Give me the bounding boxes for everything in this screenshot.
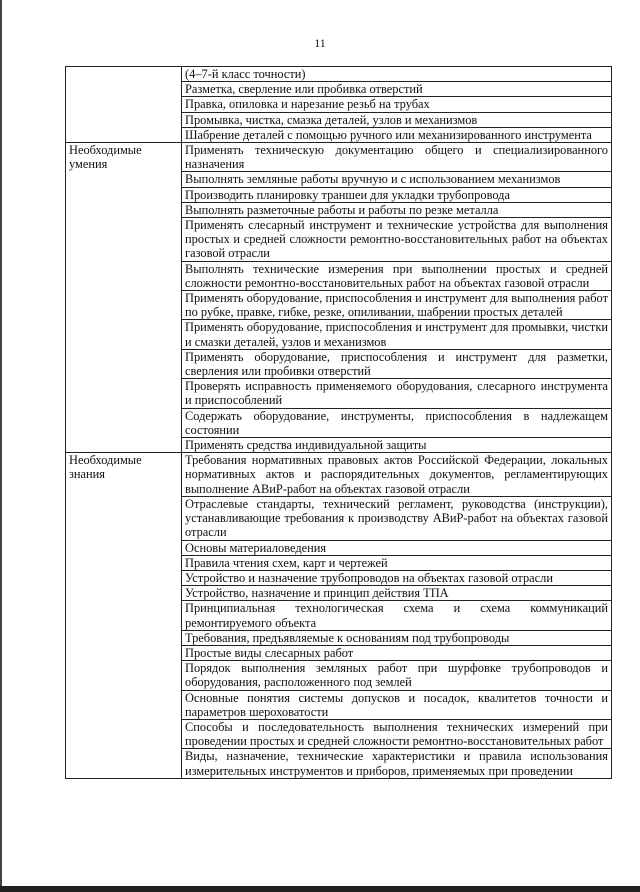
requirement-item: Содержать оборудование, инструменты, приспособления в надлежащем состоянии xyxy=(182,408,612,437)
requirement-item: Применять слесарный инструмент и технические устройства для выполнения простых и средней сложности ремонтно-восстановительных работ на объектах газовой отрасли xyxy=(182,218,612,262)
requirement-item: Правка, опиловка и нарезание резьб на трубах xyxy=(182,97,612,112)
requirements-table xyxy=(65,66,612,779)
scan-left-edge xyxy=(0,0,2,892)
requirement-item: Основы материаловедения xyxy=(182,540,612,555)
section-label xyxy=(66,67,182,143)
requirement-item: Правила чтения схем, карт и чертежей xyxy=(182,555,612,570)
requirements-table-body xyxy=(66,67,612,779)
requirement-item: Выполнять земляные работы вручную и с использованием механизмов xyxy=(182,172,612,187)
requirement-item: Применять средства индивидуальной защиты xyxy=(182,438,612,453)
requirement-item: Способы и последовательность выполнения технических измерений при проведении простых и средней сложности ремонтно-восстановительных работ xyxy=(182,719,612,748)
requirement-item: Виды, назначение, технические характеристики и правила использования измерительных инструментов и приборов, применяемых при проведении xyxy=(182,749,612,778)
requirement-item: Применять оборудование, приспособления и инструмент для выполнения работ по рубке, правке, гибке, резке, опиливании, шабрении простых деталей xyxy=(182,291,612,320)
requirement-item: Порядок выполнения земляных работ при шурфовке трубопроводов и оборудования, расположенного под землей xyxy=(182,661,612,690)
table-row xyxy=(66,143,612,172)
requirement-item: Требования нормативных правовых актов Российской Федерации, локальных нормативных актов и распорядительных документов, регламентирующих выполнение АВиР-работ на объектах газовой отрасли xyxy=(182,453,612,497)
requirement-item: Применять техническую документацию общего и специализированного назначения xyxy=(182,143,612,172)
requirement-item: (4–7-й класс точности) xyxy=(182,67,612,82)
requirement-item: Отраслевые стандарты, технический регламент, руководства (инструкции), устанавливающие требования к производству АВиР-работ на объектах газовой отрасли xyxy=(182,496,612,540)
section-label: Необходимые знания xyxy=(66,453,182,778)
requirement-item: Проверять исправность применяемого оборудования, слесарного инструмента и приспособлений xyxy=(182,379,612,408)
page-number: 11 xyxy=(314,36,326,50)
requirement-item: Шабрение деталей с помощью ручного или механизированного инструмента xyxy=(182,127,612,142)
requirement-item: Выполнять разметочные работы и работы по резке металла xyxy=(182,202,612,217)
section-label: Необходимые умения xyxy=(66,143,182,453)
requirement-item: Устройство и назначение трубопроводов на объектах газовой отрасли xyxy=(182,570,612,585)
requirement-item: Простые виды слесарных работ xyxy=(182,645,612,660)
requirement-item: Применять оборудование, приспособления и инструмент для промывки, чистки и смазки деталей, узлов и механизмов xyxy=(182,320,612,349)
table-row xyxy=(66,67,612,82)
table-row xyxy=(66,453,612,497)
requirement-item: Устройство, назначение и принцип действия ТПА xyxy=(182,586,612,601)
scan-bottom-edge xyxy=(0,886,640,892)
requirement-item: Выполнять технические измерения при выполнении простых и средней сложности ремонтно-восстановительных работ на объектах газовой отрасли xyxy=(182,261,612,290)
requirement-item: Промывка, чистка, смазка деталей, узлов и механизмов xyxy=(182,112,612,127)
requirement-item: Разметка, сверление или пробивка отверстий xyxy=(182,82,612,97)
requirement-item: Требования, предъявляемые к основаниям под трубопроводы xyxy=(182,630,612,645)
requirement-item: Применять оборудование, приспособления и инструмент для разметки, сверления или пробивки отверстий xyxy=(182,349,612,378)
requirement-item: Основные понятия системы допусков и посадок, квалитетов точности и параметров шероховатости xyxy=(182,690,612,719)
requirement-item: Производить планировку траншеи для укладки трубопровода xyxy=(182,187,612,202)
requirement-item: Принципиальная технологическая схема и схема коммуникаций ремонтируемого объекта xyxy=(182,601,612,630)
